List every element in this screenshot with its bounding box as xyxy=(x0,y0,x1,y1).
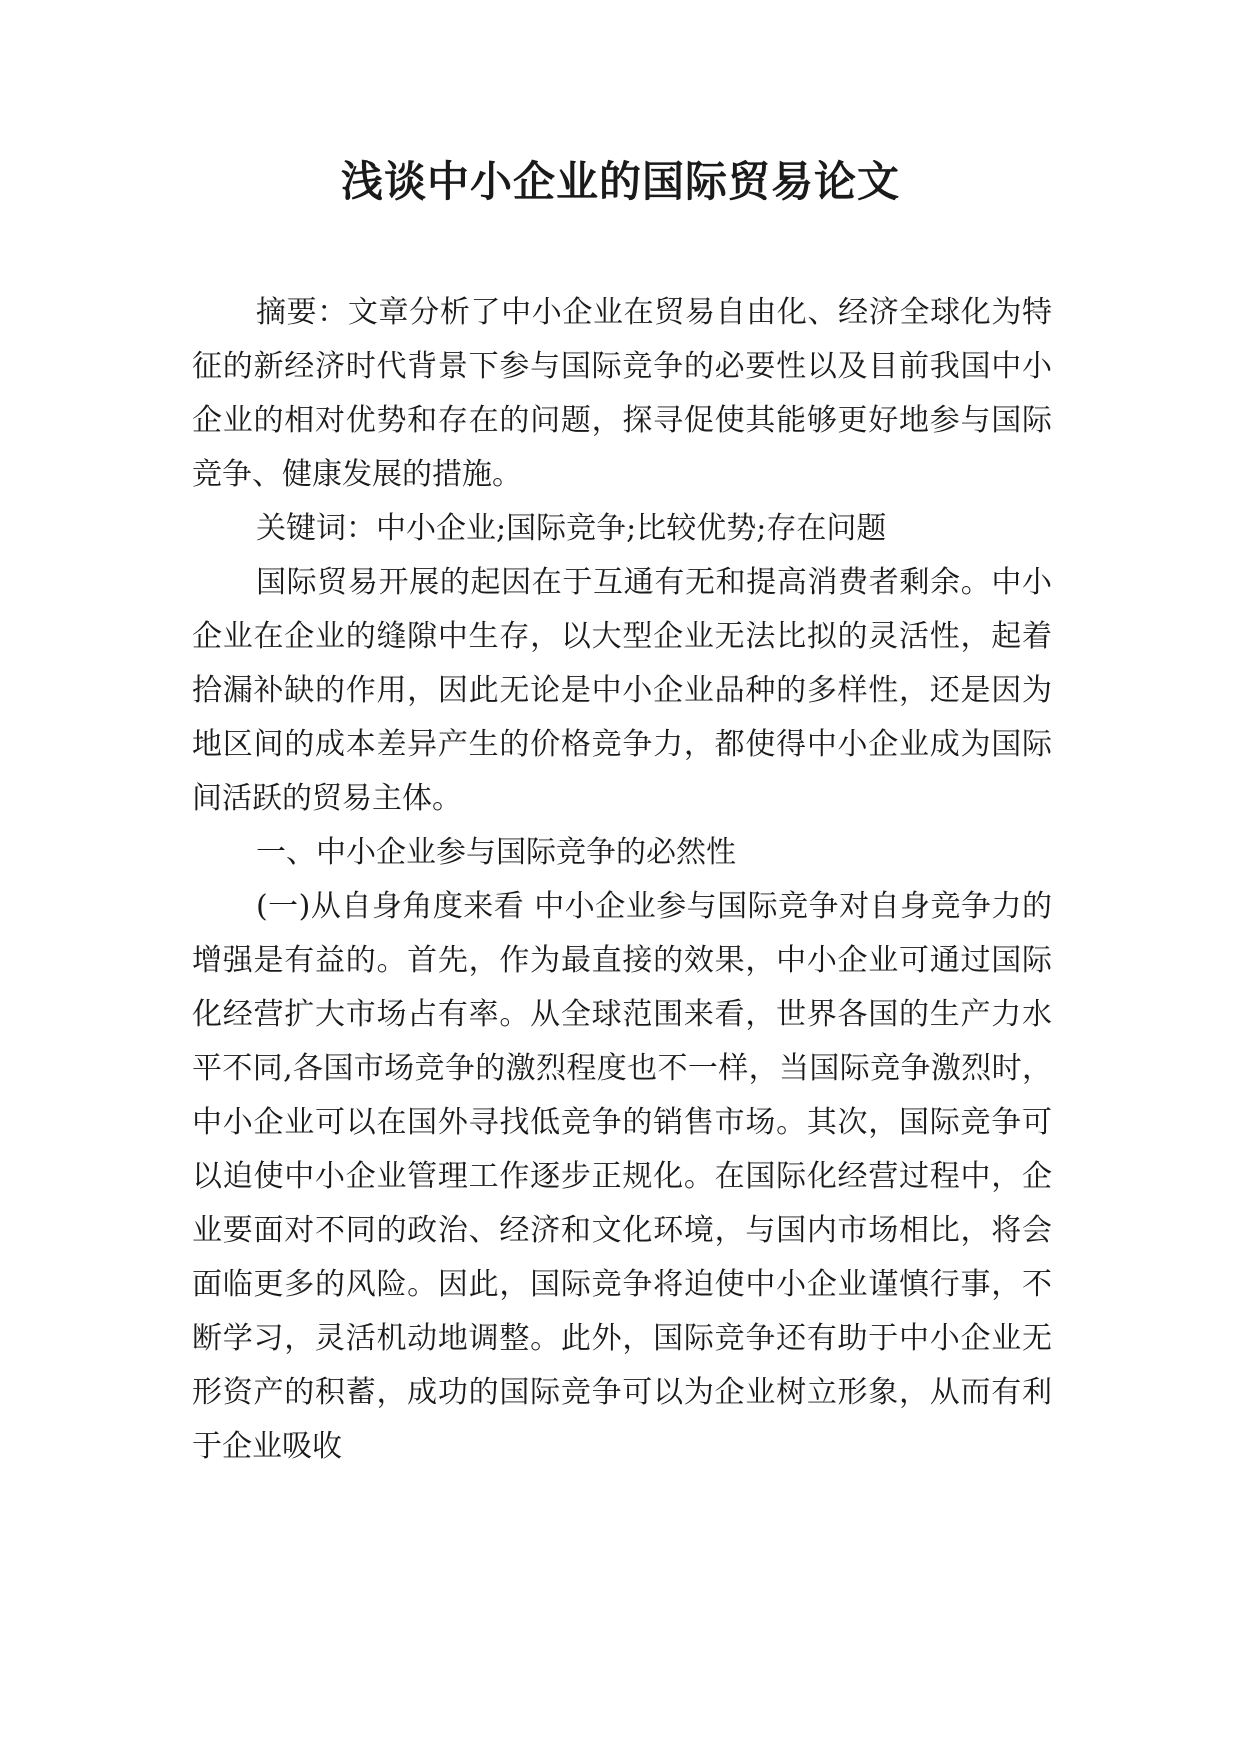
body-paragraph: (一)从自身角度来看 中小企业参与国际竞争对自身竞争力的增强是有益的。首先，作为最直接的效果，中小企业可通过国际化经营扩大市场占有率。从全球范围来看，世界各国的生产力水平不同,各国市场竞争的激烈程度也不一样，当国际竞争激烈时，中小企业可以在国外寻找低竞争的销售市场。其次，国际竞争可以迫使中小企业管理工作逐步正规化。在国际化经营过程中，企业要面对不同的政治、经济和文化环境，与国内市场相比，将会面临更多的风险。因此，国际竞争将迫使中小企业谨慎行事，不断学习，灵活机动地调整。此外，国际竞争还有助于中小企业无形资产的积蓄，成功的国际竞争可以为企业树立形象，从而有利于企业吸收 xyxy=(192,889,1052,1464)
document-title: 浅谈中小企业的国际贸易论文 xyxy=(340,157,900,206)
intro-paragraph: 国际贸易开展的起因在于互通有无和提高消费者剩余。中小企业在企业的缝隙中生存，以大型企业无法比拟的灵活性，起着拾漏补缺的作用，因此无论是中小企业品种的多样性，还是因为地区间的成本差异产生的价格竞争力，都使得中小企业成为国际间活跃的贸易主体。 xyxy=(192,565,1052,816)
keywords-paragraph: 关键词：中小企业;国际竞争;比较优势;存在问题 xyxy=(256,511,887,546)
abstract-paragraph: 摘要：文章分析了中小企业在贸易自由化、经济全球化为特征的新经济时代背景下参与国际竞争的必要性以及目前我国中小企业的相对优势和存在的问题，探寻促使其能够更好地参与国际竞争、健康发展的措施。 xyxy=(192,295,1052,492)
section-heading: 一、中小企业参与国际竞争的必然性 xyxy=(256,835,736,870)
document-body xyxy=(192,286,1052,1474)
